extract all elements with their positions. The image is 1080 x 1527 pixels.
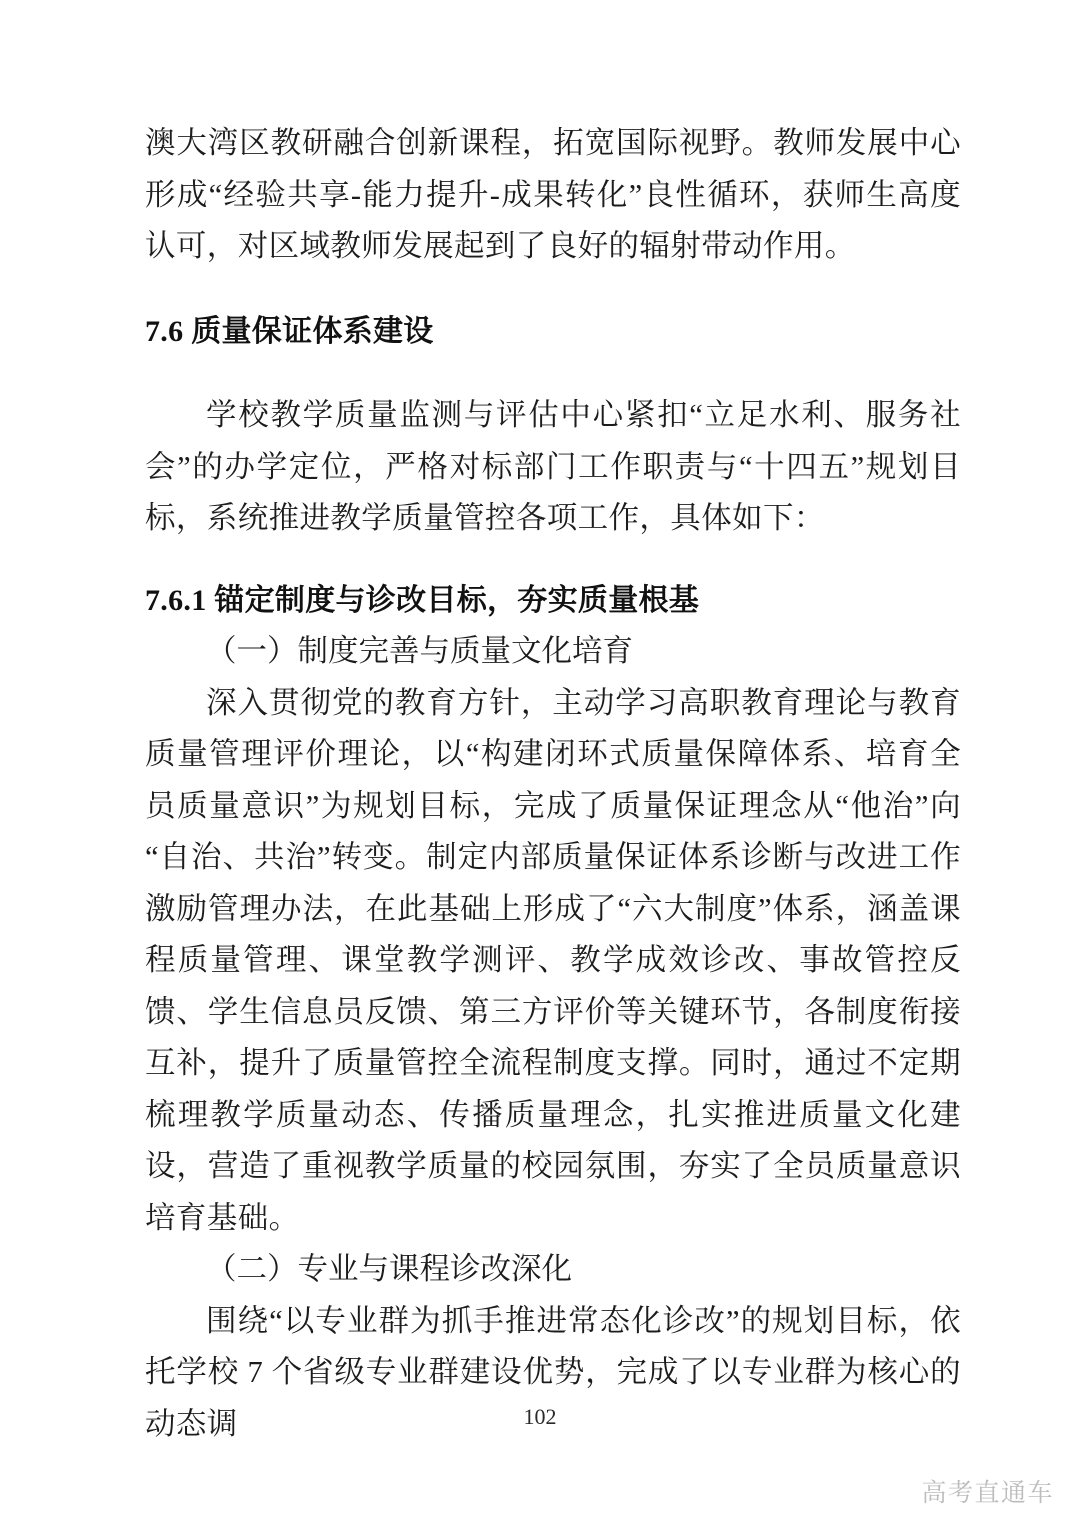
paragraph-one: 深入贯彻党的教育方针，主动学习高职教育理论与教育质量管理评价理论，以“构建闭环式质量保障体系、培育全员质量意识”为规划目标，完成了质量保证理念从“他治”向“自治、共治”转变。制定内部质量保证体系诊断与改进工作激励管理办法，在此基础上形成了“六大制度”体系，涵盖课程质量管理、课堂教学测评、教学成效诊改、事故管控反馈、学生信息员反馈、第三方评价等关键环节，各制度衔接互补，提升了质量管控全流程制度支撑。同时，通过不定期梳理教学质量动态、传播质量理念，扎实推进质量文化建设，营造了重视教学质量的校园氛围，夯实了全员质量意识培育基础。 — [145, 685, 961, 1235]
intro-paragraph: 澳大湾区教研融合创新课程，拓宽国际视野。教师发展中心形成“经验共享-能力提升-成果转化”良性循环，获师生高度认可，对区域教师发展起到了良好的辐射带动作用。 — [145, 126, 961, 263]
watermark: 高考直通车 — [921, 1479, 1054, 1507]
section-heading-7-6: 7.6 质量保证体系建设 — [145, 314, 434, 348]
subheading-one: （一）制度完善与质量文化培育 — [206, 634, 633, 668]
page-content — [145, 118, 961, 1450]
page-number: 102 — [523, 1404, 557, 1429]
subheading-two: （二）专业与课程诊改深化 — [206, 1252, 572, 1286]
paragraph-two: 围绕“以专业群为抓手推进常态化诊改”的规划目标，依托学校 7 个省级专业群建设优势，完成了以专业群为核心的动态调 — [145, 1303, 961, 1441]
paragraph-7-6-intro: 学校教学质量监测与评估中心紧扣“立足水利、服务社会”的办学定位，严格对标部门工作职责与“十四五”规划目标，系统推进教学质量管控各项工作，具体如下： — [145, 398, 961, 535]
section-heading-7-6-1: 7.6.1 锚定制度与诊改目标，夯实质量根基 — [145, 583, 700, 617]
